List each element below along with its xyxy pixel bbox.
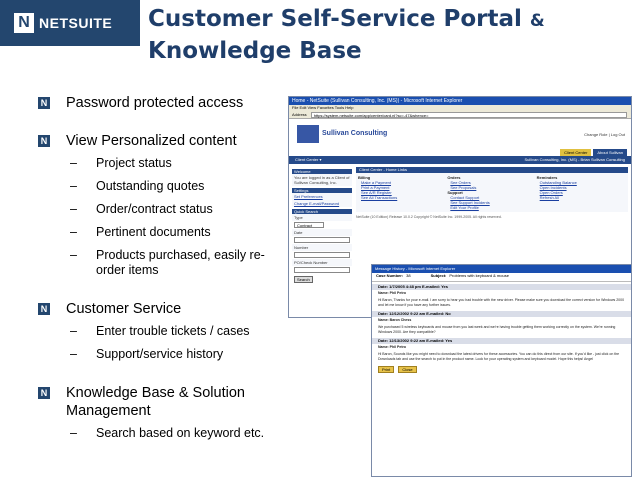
bullet-item bbox=[38, 132, 288, 150]
link-edit-profile[interactable]: Edit Your Profile bbox=[450, 205, 479, 210]
bullet-item bbox=[38, 94, 288, 112]
link-support-incidents[interactable]: See Support Incidents bbox=[450, 200, 490, 205]
message-from: Name: Phil Petro bbox=[378, 291, 407, 295]
home-col-reminders bbox=[537, 175, 626, 210]
portlet-settings-header: Settings bbox=[292, 188, 352, 193]
bullet-list bbox=[38, 94, 288, 449]
netsuite-bullet-icon: N bbox=[38, 135, 50, 147]
case-number-label: Case Number: bbox=[376, 273, 404, 278]
bullet-item bbox=[38, 384, 288, 420]
netsuite-logo bbox=[0, 0, 140, 46]
dash-marker: – bbox=[70, 324, 77, 338]
sub-bullet-label: Order/contract status bbox=[96, 202, 213, 216]
message-from: Name: Phil Petro bbox=[378, 345, 407, 349]
link-open-orders[interactable]: Open Orders bbox=[539, 190, 563, 195]
link-change-email-password[interactable]: Change E-mail/Password bbox=[292, 200, 352, 207]
message-window-title: Message History - Microsoft Internet Explorer bbox=[372, 265, 631, 273]
qs-po-label: PO/Check Number bbox=[292, 259, 352, 266]
link-print-payment[interactable]: Print a Payment bbox=[361, 185, 390, 190]
netsuite-logo-text: NETSUITE bbox=[39, 15, 113, 31]
netsuite-bullet-icon: N bbox=[38, 97, 50, 109]
address-label: Address bbox=[292, 112, 307, 117]
portal-top-links[interactable]: Change Role | Log Out bbox=[584, 131, 625, 137]
message-buttons bbox=[372, 363, 631, 376]
portal-menu-bar: File Edit View Favorites Tools Help bbox=[289, 105, 631, 111]
message-header: Date: 12/13/2002 9:22 am E-mailed: Yes bbox=[372, 338, 631, 344]
subject-value: Problems with keyboard & mouse bbox=[449, 273, 509, 278]
qs-po-input[interactable] bbox=[294, 267, 350, 273]
address-input[interactable]: https://system.netsuite.com/app/center/card.nl?sc=-47&whence= bbox=[311, 112, 627, 118]
sub-bullet-label: Support/service history bbox=[96, 347, 224, 361]
sub-bullet-label: Pertinent documents bbox=[96, 225, 211, 239]
bullet-item bbox=[38, 300, 288, 318]
dash-marker: – bbox=[70, 248, 77, 262]
tab-about-sullivan[interactable]: About Sullivan bbox=[593, 149, 627, 156]
link-see-proposals[interactable]: See Proposals bbox=[450, 185, 477, 190]
portlet-welcome-header: Welcome bbox=[292, 169, 352, 174]
print-button[interactable]: Print bbox=[378, 366, 394, 373]
message-body: We purchased 5 wireless keyboards and mouse from you last week and we're having trouble getting them working correctly on the system. We're running Windows 2000. Are they compatible? bbox=[378, 325, 616, 334]
qs-date-label: Date bbox=[292, 229, 352, 236]
dash-marker: – bbox=[70, 156, 77, 170]
dash-marker: – bbox=[70, 179, 77, 193]
sub-bullet-item bbox=[70, 347, 288, 362]
dash-marker: – bbox=[70, 426, 77, 440]
sub-bullet-label: Enter trouble tickets / cases bbox=[96, 324, 250, 338]
link-refresh-all[interactable]: Refresh All bbox=[539, 195, 559, 200]
sub-bullet-item bbox=[70, 324, 288, 339]
center-bar-left[interactable]: Client Center ▾ bbox=[295, 157, 322, 162]
qs-number-input[interactable] bbox=[294, 252, 350, 258]
link-outstanding-balance[interactable]: Outstanding Balance bbox=[539, 180, 577, 185]
portal-left-column bbox=[292, 167, 352, 285]
bullet-label: Password protected access bbox=[66, 95, 244, 111]
link-contact-support[interactable]: Contact Support bbox=[450, 195, 480, 200]
portlet-quick-search-header: Quick Search bbox=[292, 209, 352, 214]
bullet-gap bbox=[38, 370, 288, 384]
qs-number-label: Number bbox=[292, 244, 352, 251]
portal-window-title: Home - NetSuite (Sullivan Consulting, Inc. (MS)) - Microsoft Internet Explorer bbox=[289, 97, 631, 105]
sub-bullet-item bbox=[70, 202, 288, 217]
sullivan-logo-text: Sullivan Consulting bbox=[322, 130, 388, 137]
qs-type-label: Type bbox=[292, 214, 352, 221]
bullet-label: Knowledge Base & Solution Management bbox=[66, 385, 245, 419]
title-ampersand: & bbox=[529, 11, 545, 31]
home-col-billing bbox=[358, 175, 447, 210]
tab-client-center[interactable]: Client Center bbox=[560, 149, 591, 156]
link-set-preferences[interactable]: Set Preferences bbox=[292, 193, 352, 200]
portal-header bbox=[289, 119, 631, 149]
portal-address-bar bbox=[289, 111, 631, 119]
bullet-label: View Personalized content bbox=[66, 133, 237, 149]
portal-center-bar bbox=[289, 156, 631, 164]
reminders-heading: Reminders bbox=[536, 175, 558, 180]
message-list bbox=[372, 284, 631, 363]
bullet-gap bbox=[38, 286, 288, 300]
dash-marker: – bbox=[70, 347, 77, 361]
portal-tabs bbox=[289, 149, 631, 156]
bullet-label: Customer Service bbox=[66, 301, 182, 317]
sub-bullet-item bbox=[70, 426, 288, 441]
sub-bullet-label: Outstanding quotes bbox=[96, 179, 205, 193]
link-see-orders[interactable]: See Orders bbox=[450, 180, 471, 185]
support-heading: Support bbox=[447, 190, 463, 195]
subject-label: Subject: bbox=[430, 273, 447, 278]
sub-bullet-label: Project status bbox=[96, 156, 172, 170]
qs-date-input[interactable] bbox=[294, 237, 350, 243]
title-line1: Customer Self-Service Portal bbox=[148, 6, 522, 32]
netsuite-bullet-icon: N bbox=[38, 303, 50, 315]
sub-bullet-label: Search based on keyword etc. bbox=[96, 426, 265, 440]
message-header: Date: 1/7/2005 4:48 pm E-mailed: Yes bbox=[372, 284, 631, 290]
orders-heading: Orders bbox=[447, 175, 461, 180]
title-line2: Knowledge Base bbox=[148, 38, 362, 64]
link-open-incidents[interactable]: Open Incidents bbox=[539, 185, 567, 190]
sub-bullet-item bbox=[70, 225, 288, 240]
link-all-transactions[interactable]: See All Transactions bbox=[361, 195, 398, 200]
billing-heading: Billing bbox=[358, 175, 371, 180]
dash-marker: – bbox=[70, 202, 77, 216]
sub-bullet-item bbox=[70, 156, 288, 171]
message-body: Hi Baron, Thanks for your e-mail. I am sorry to hear you had trouble with the new driver. Please make sure you download the correct version for Windows 2000 and let me know if you have any further issues. bbox=[378, 298, 625, 307]
home-col-orders bbox=[447, 175, 536, 210]
home-links-bar: Client Center - Home Links bbox=[356, 167, 628, 173]
message-history-screenshot bbox=[371, 264, 632, 477]
netsuite-bullet-icon: N bbox=[38, 387, 50, 399]
home-links-grid bbox=[356, 173, 628, 212]
divider bbox=[372, 281, 631, 282]
sub-bullet-item bbox=[70, 179, 288, 194]
message-from: Name: Baron Chess bbox=[378, 318, 412, 322]
bullet-gap bbox=[38, 118, 288, 132]
sullivan-logo bbox=[297, 125, 387, 143]
case-number-value: 38 bbox=[406, 273, 411, 278]
sub-bullet-label: Products purchased, easily re-order items bbox=[96, 248, 265, 277]
center-bar-right: Sullivan Consulting, Inc. (MS) - Brian Sullivan Consulting bbox=[524, 157, 625, 162]
message-body: Hi Baron, Sounds like you might need to download the latest drivers for these accessories. You can do this direct from our site. If you'd like - just click on the Downloads tab and use the search to put in the product name. Look for your operating system and keyboard model. Hope this helps! Angel bbox=[378, 352, 620, 361]
link-make-payment[interactable]: Make a Payment bbox=[361, 180, 392, 185]
qs-search-button[interactable]: Search bbox=[294, 276, 313, 283]
sub-bullet-item bbox=[70, 248, 288, 278]
qs-type-select[interactable]: Contract bbox=[294, 222, 324, 228]
slide-title bbox=[148, 4, 545, 66]
netsuite-logo-mark: N bbox=[14, 13, 34, 33]
link-ar-register[interactable]: See A/R Register bbox=[361, 190, 392, 195]
message-header: Date: 12/12/2002 9:22 am E-mailed: No bbox=[372, 311, 631, 317]
dash-marker: – bbox=[70, 225, 77, 239]
case-info-row bbox=[372, 273, 631, 279]
sullivan-logo-icon bbox=[297, 125, 319, 143]
portal-copyright: NetSuite (10 Edition) Release 10.0.2 Copyright © NetSuite Inc. 1999-2005. All rights reserved. bbox=[356, 215, 502, 219]
portlet-welcome-text: You are logged in as a Client of Sullivan Consulting, Inc. bbox=[292, 174, 352, 186]
close-button[interactable]: Close bbox=[398, 366, 416, 373]
